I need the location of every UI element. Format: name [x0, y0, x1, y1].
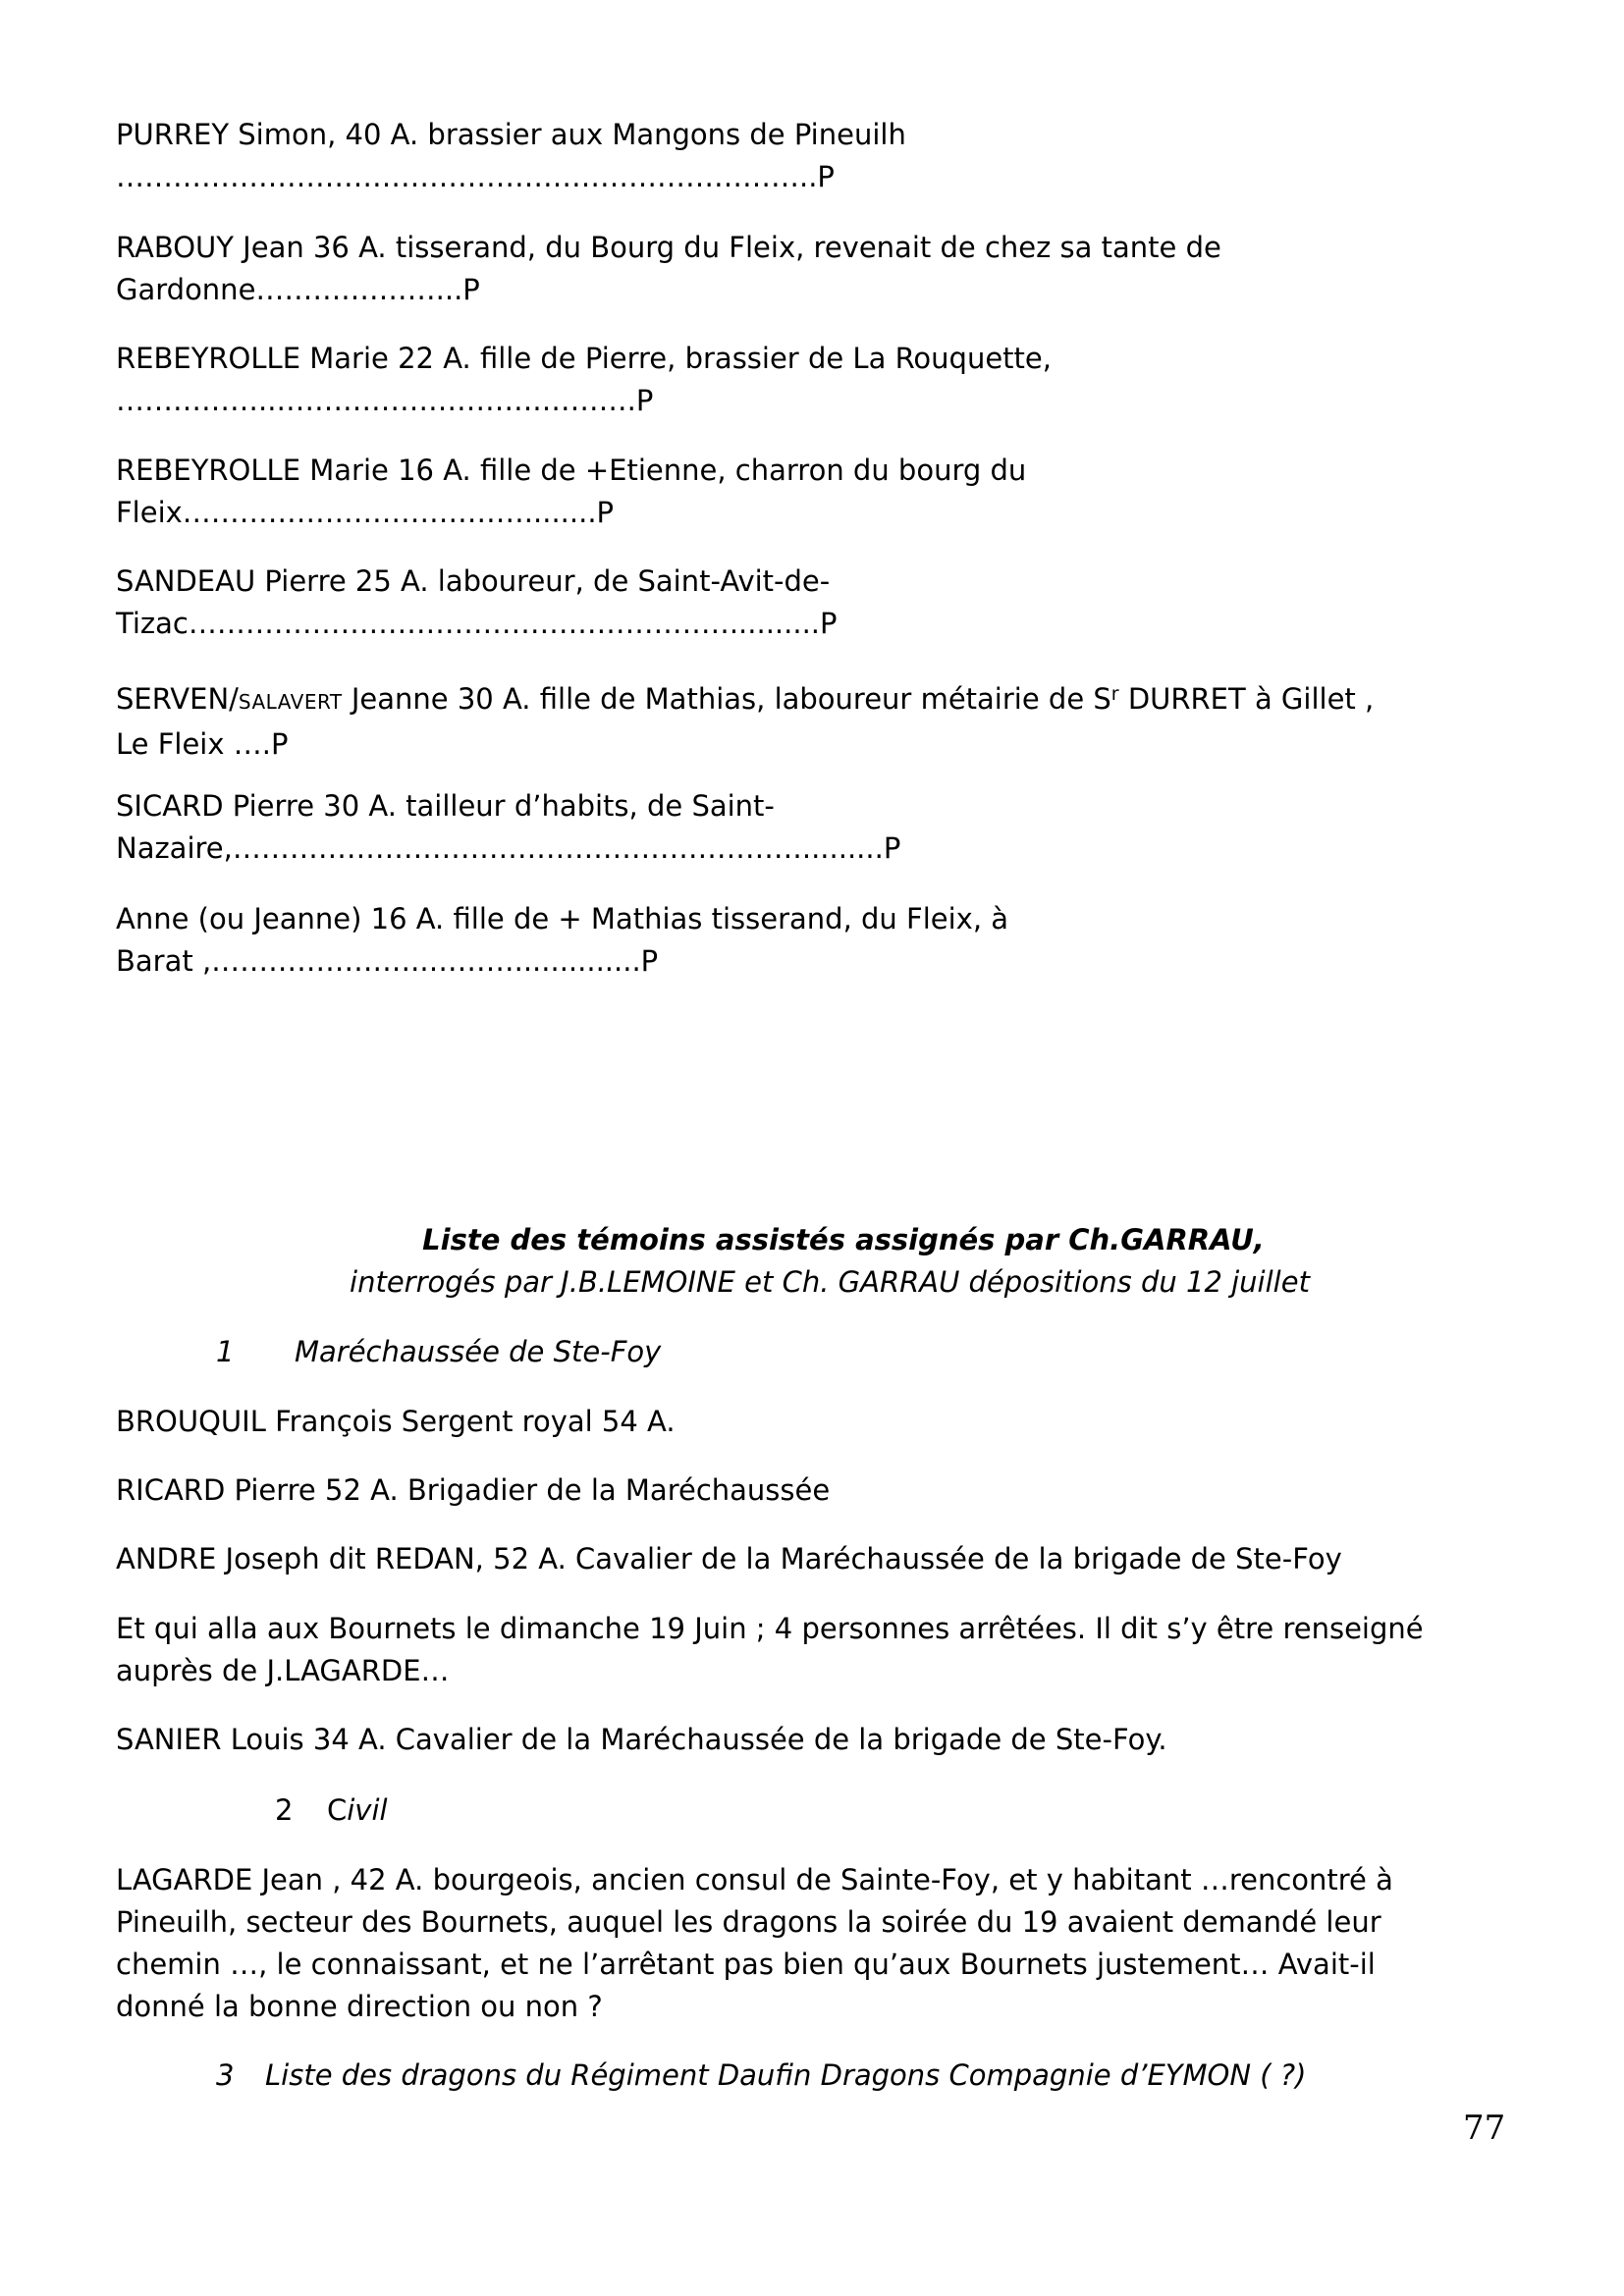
section-2-title: [327, 1789, 388, 1832]
entry-line: Anne (ou Jeanne) 16 A. fille de + Mathias tisserand, du Fleix, à: [116, 902, 1009, 935]
witness-line: SANIER Louis 34 A. Cavalier de la Maréchaussée de la brigade de Ste-Foy.: [116, 1723, 1167, 1756]
section-2-title-initial: C: [327, 1793, 348, 1827]
page-number: 77: [1463, 2109, 1506, 2148]
witness-andre: [116, 1538, 1520, 1580]
entry-anne: [116, 898, 1520, 983]
serven-superscript: r: [1110, 683, 1119, 705]
entry-rabouy: [116, 227, 1520, 311]
entry-line: [116, 673, 1520, 723]
entry-line: SANDEAU Pierre 25 A. laboureur, de Saint-Avit-de-: [116, 564, 831, 598]
entry-line: RABOUY Jean 36 A. tisserand, du Bourg du Fleix, revenait de chez sa tante de: [116, 231, 1221, 264]
section-2-title-rest: ivil: [347, 1793, 388, 1827]
entry-line: ………………………………………………………………..P: [116, 160, 835, 193]
section-1-title: Maréchaussée de Ste-Foy: [295, 1335, 662, 1368]
paragraph-line: chemin …, le connaissant, et ne l’arrêtant pas bien qu’aux Bournets justement… Avait-il: [116, 1948, 1376, 1981]
section-3-title: Liste des dragons du Régiment Daufin Dragons Compagnie d’EYMON ( ?): [265, 2058, 1307, 2092]
witness-brouquil: [116, 1401, 1520, 1443]
entry-line: Tizac…………………………………………………..........P: [116, 607, 838, 640]
entry-line: REBEYROLLE Marie 16 A. fille de +Etienne, charron du bourg du: [116, 454, 1027, 487]
lagarde-paragraph: [116, 1859, 1520, 2028]
paragraph-line: Et qui alla aux Bournets le dimanche 19 Juin ; 4 personnes arrêtées. Il dit s’y être renseigné: [116, 1612, 1424, 1645]
entry-rebeyrolle-16: [116, 450, 1520, 534]
entry-line: SICARD Pierre 30 A. tailleur d’habits, de Saint-: [116, 789, 775, 823]
section-2-number: 2: [275, 1793, 294, 1827]
section-3-number: 3: [216, 2058, 235, 2092]
section-1-number: 1: [216, 1335, 235, 1368]
section-heading-title: Liste des témoins assistés assignés par Ch.GARRAU,: [422, 1223, 1265, 1256]
witness-line: BROUQUIL François Sergent royal 54 A.: [116, 1405, 676, 1438]
witness-line: ANDRE Joseph dit REDAN, 52 A. Cavalier de la Maréchaussée de la brigade de Ste-Foy: [116, 1542, 1342, 1575]
paragraph-line: Pineuilh, secteur des Bournets, auquel les dragons la soirée du 19 avaient demandé leur: [116, 1905, 1381, 1939]
entry-line: PURREY Simon, 40 A. brassier aux Mangons de Pineuilh: [116, 118, 906, 151]
serven-alt-name: SALAVERT: [238, 690, 343, 714]
serven-name: SERVEN/: [116, 682, 239, 716]
entry-sicard: [116, 785, 1520, 870]
paragraph-line: donné la bonne direction ou non ?: [116, 1990, 603, 2023]
paragraph-line: auprès de J.LAGARDE…: [116, 1654, 450, 1687]
entry-line: Gardonne……….………...P: [116, 273, 480, 306]
entry-sandeau: [116, 561, 1520, 645]
bournets-paragraph: [116, 1608, 1520, 1692]
entry-purrey: [116, 114, 1520, 198]
paragraph-line: LAGARDE Jean , 42 A. bourgeois, ancien consul de Sainte-Foy, et y habitant …rencontré à: [116, 1863, 1393, 1896]
entry-line: ……………..……………………….……….P: [116, 384, 654, 417]
witness-ricard: [116, 1469, 1520, 1512]
entry-line: Fleix………………………………........P: [116, 496, 615, 529]
entry-serven: [116, 673, 1520, 766]
serven-text-a: Jeanne 30 A. fille de Mathias, laboureur métairie de S: [342, 682, 1111, 716]
section-heading-subtitle: interrogés par J.B.LEMOINE et Ch. GARRAU dépositions du 12 juillet: [350, 1265, 1310, 1299]
serven-text-b: DURRET à Gillet ,: [1118, 682, 1375, 716]
entry-line: Nazaire,…………………………………………………….........P: [116, 831, 901, 865]
witness-line: RICARD Pierre 52 A. Brigadier de la Maréchaussée: [116, 1473, 831, 1507]
witness-sanier: [116, 1719, 1520, 1761]
entry-line: REBEYROLLE Marie 22 A. fille de Pierre, brassier de La Rouquette,: [116, 342, 1052, 375]
entry-line: Le Fleix ….P: [116, 727, 289, 761]
entry-rebeyrolle-22: [116, 338, 1520, 422]
entry-line: Barat ,…………………..………..............P: [116, 944, 659, 978]
